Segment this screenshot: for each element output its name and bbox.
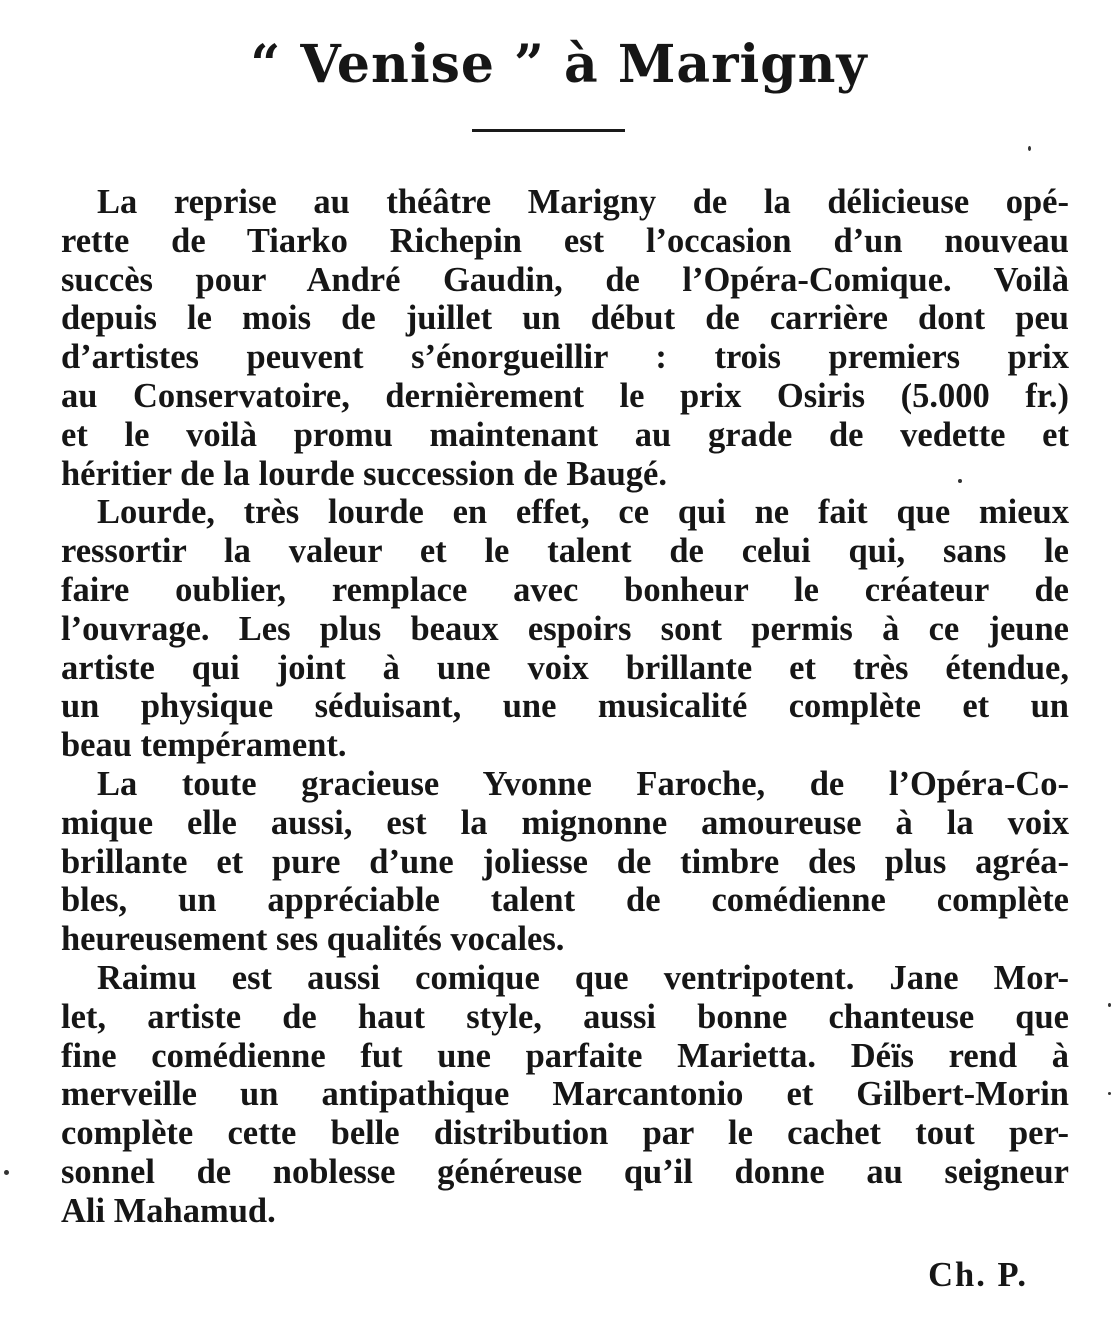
text-line: héritier de la lourde succession de Baugé. [61,454,667,493]
article-paragraph [61,959,1069,1231]
text-line: rette de Tiarko Richepin est l’occasion d’un nouveau [61,221,1069,260]
print-speck [1108,1003,1111,1007]
article-body [61,183,1069,1231]
text-line: La reprise au théâtre Marigny de la délicieuse opé- [97,183,1069,221]
text-line: Lourde, très lourde en effet, ce qui ne fait que mieux [97,493,1069,532]
text-line: faire oublier, remplace avec bonheur le créateur de [61,570,1069,609]
text-line: un physique séduisant, une musicalité complète et un [61,687,1069,726]
article-paragraph [61,765,1069,959]
print-speck [1108,1092,1111,1095]
text-line: merveille un antipathique Marcantonio et Gilbert-Morin [61,1075,1069,1114]
text-line: l’ouvrage. Les plus beaux espoirs sont permis à ce jeune [61,609,1069,648]
print-speck [958,479,962,483]
text-line: let, artiste de haut style, aussi bonne chanteuse que [61,997,1069,1036]
text-line: sonnel de noblesse généreuse qu’il donne au seigneur [61,1152,1069,1191]
text-line: au Conservatoire, dernièrement le prix Osiris (5.000 fr.) [61,376,1069,415]
text-line: d’artistes peuvent s’énorgueillir : trois premiers prix [61,338,1069,377]
text-line: bles, un appréciable talent de comédienne complète [61,881,1069,920]
article-paragraph [61,493,1069,765]
text-line: complète cette belle distribution par le cachet tout per- [61,1114,1069,1153]
text-line: et le voilà promu maintenant au grade de vedette et [61,415,1069,454]
text-line: ressortir la valeur et le talent de celui qui, sans le [61,532,1069,571]
text-line: succès pour André Gaudin, de l’Opéra-Comique. Voilà [61,260,1069,299]
text-line: Ali Mahamud. [61,1191,276,1230]
text-line: heureusement ses qualités vocales. [61,920,565,959]
text-line: fine comédienne fut une parfaite Marietta. Déïs rend à [61,1036,1069,1075]
text-line: La toute gracieuse Yvonne Faroche, de l’Opéra-Co- [97,764,1069,803]
print-speck [1028,146,1031,151]
text-line: Raimu est aussi comique que ventripotent. Jane Mor- [97,958,1069,997]
text-line: mique elle aussi, est la mignonne amoureuse à la voix [61,803,1069,842]
author-signature: Ch. P. [928,1256,1028,1294]
text-line: brillante et pure d’une joliesse de timbre des plus agréa- [61,842,1069,881]
article-paragraph [61,183,1069,493]
text-line: artiste qui joint à une voix brillante et très étendue, [61,648,1069,687]
article-title: “ Venise ” à Marigny [250,34,868,95]
text-line: beau tempérament. [61,726,347,765]
print-speck [4,1170,9,1175]
title-rule [472,129,625,132]
text-line: depuis le mois de juillet un début de carrière dont peu [61,299,1069,338]
